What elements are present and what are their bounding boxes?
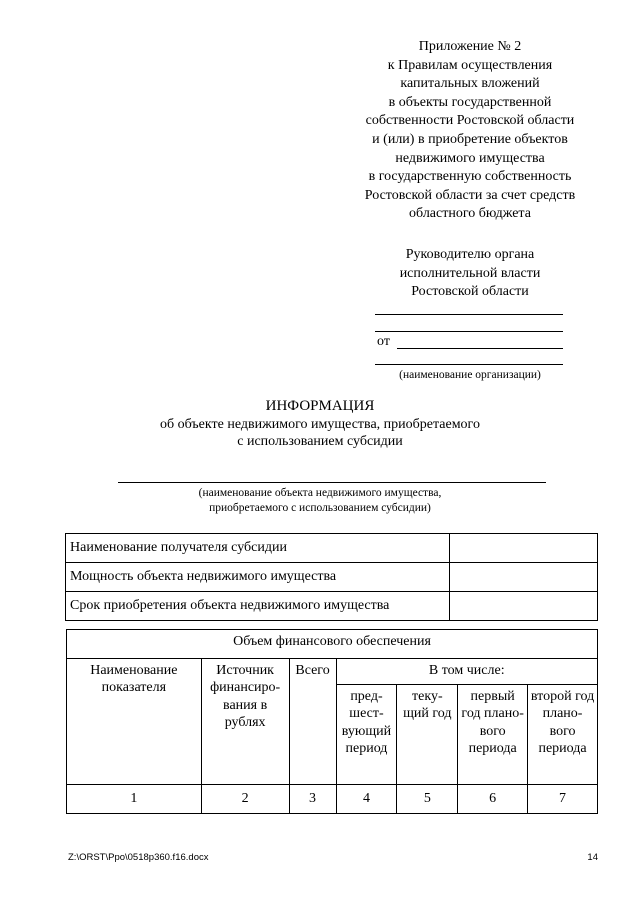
addressee-blank-line-1 — [375, 314, 563, 315]
object-caption-1: (наименование объекта недвижимого имущества, — [198, 487, 442, 499]
from-label: от — [377, 334, 390, 349]
finance-table — [66, 629, 598, 814]
info-label-term: Срок приобретения объекта недвижимого имущества — [66, 592, 450, 621]
appendix-line: к Правилам осуществления — [387, 57, 553, 73]
object-name-blank-line — [118, 482, 546, 483]
title-sub-1: об объекте недвижимого имущества, приобретаемого — [160, 416, 480, 432]
title-sub-2: с использованием субсидии — [237, 434, 403, 450]
col-number: 3 — [289, 785, 336, 814]
addressee-line: Ростовской области — [411, 284, 529, 300]
info-label-recipient: Наименование получателя субсидии — [66, 534, 450, 563]
object-caption-2: приобретаемого с использованием субсидии) — [209, 502, 431, 514]
appendix-heading — [345, 38, 595, 224]
col-header-previous-period: пред-шест-вующий период — [336, 685, 397, 785]
title-main: ИНФОРМАЦИЯ — [265, 398, 375, 414]
col-header-source: Источник финансиро-вания в рублях — [201, 659, 289, 785]
col-number: 4 — [336, 785, 397, 814]
addressee-line: исполнительной власти — [399, 265, 541, 281]
table-row — [67, 630, 598, 659]
appendix-line: недвижимого имущества — [395, 150, 545, 166]
info-value-recipient[interactable] — [450, 534, 598, 563]
info-table — [65, 533, 598, 621]
appendix-line: собственности Ростовской области — [365, 113, 575, 129]
addressee-blank-line-2 — [375, 331, 563, 332]
org-caption: (наименование организации) — [399, 369, 541, 381]
col-header-current-year: теку-щий год — [397, 685, 458, 785]
appendix-line: в объекты государственной — [388, 94, 552, 110]
col-header-second-plan-year: второй год плано-вого периода — [528, 685, 598, 785]
appendix-line: капитальных вложений — [400, 76, 540, 92]
appendix-line: Ростовской области за счет средств — [364, 187, 576, 203]
footer-file-path: Z:\ORST\Ppo\0518p360.f16.docx — [68, 852, 209, 863]
appendix-line: в государственную собственность — [368, 169, 572, 185]
footer-page-number: 14 — [587, 852, 598, 863]
org-blank-line — [375, 364, 563, 365]
appendix-line: Приложение № 2 — [418, 39, 522, 54]
col-header-first-plan-year: первый год плано-вого периода — [458, 685, 528, 785]
addressee-line: Руководителю органа — [405, 247, 535, 262]
table-row — [66, 534, 598, 563]
col-number: 2 — [201, 785, 289, 814]
appendix-line: областного бюджета — [409, 206, 531, 222]
info-label-capacity: Мощность объекта недвижимого имущества — [66, 563, 450, 592]
col-number: 6 — [458, 785, 528, 814]
document-title — [80, 398, 560, 451]
col-number: 1 — [67, 785, 202, 814]
appendix-line: и (или) в приобретение объектов — [372, 131, 568, 147]
info-value-capacity[interactable] — [450, 563, 598, 592]
table-row — [66, 592, 598, 621]
col-header-including: В том числе: — [336, 659, 598, 685]
col-header-name: Наименование показателя — [67, 659, 202, 785]
table-row — [67, 659, 598, 685]
col-header-total: Всего — [289, 659, 336, 785]
addressee-block — [370, 246, 570, 302]
finance-table-title: Объем финансового обеспечения — [67, 630, 598, 659]
table-row — [67, 785, 598, 814]
from-blank-line — [397, 348, 563, 349]
col-number: 7 — [528, 785, 598, 814]
info-value-term[interactable] — [450, 592, 598, 621]
col-number: 5 — [397, 785, 458, 814]
table-row — [66, 563, 598, 592]
